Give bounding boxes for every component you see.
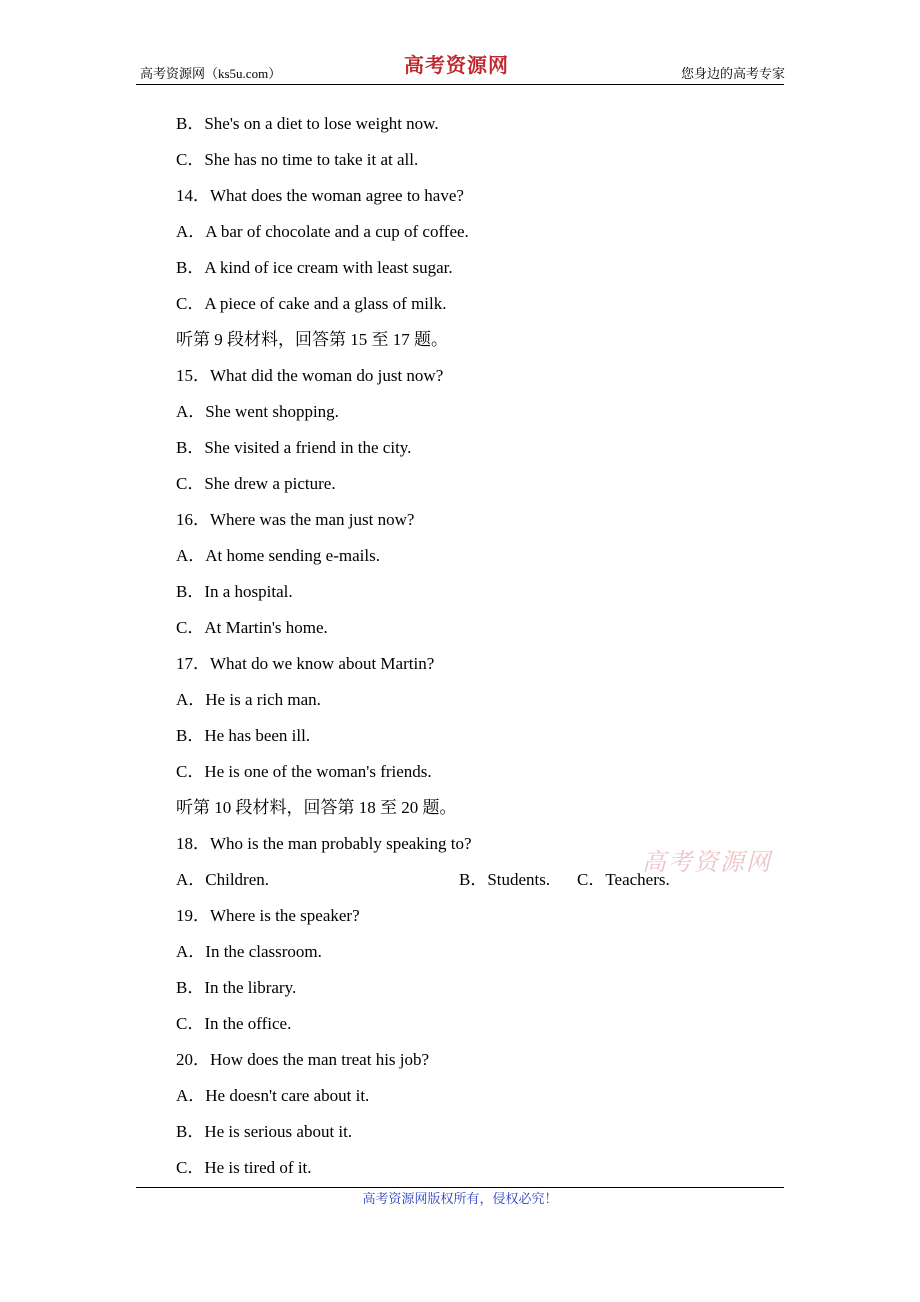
question-19: 19．Where is the speaker? [176, 906, 360, 925]
option-line: B．He has been ill. [176, 726, 311, 745]
footer-divider [136, 1187, 784, 1188]
option-line: A．A bar of chocolate and a cup of coffee. [176, 222, 469, 241]
option-a: A．Children. [176, 870, 270, 889]
option-line: A．He is a rich man. [176, 690, 321, 709]
option-line: A．At home sending e-mails. [176, 546, 380, 565]
header-slogan: 您身边的高考专家 [680, 66, 785, 81]
question-14: 14．What does the woman agree to have? [176, 186, 464, 205]
watermark: 高考资源网 [642, 850, 772, 876]
option-line: A．She went shopping. [176, 402, 339, 421]
option-line: C．At Martin's home. [176, 618, 328, 637]
question-20: 20．How does the man treat his job? [176, 1050, 430, 1069]
option-line: A．In the classroom. [176, 942, 322, 961]
option-line: B．She's on a diet to lose weight now. [176, 114, 439, 133]
header-site-name: 高考资源网（ks5u.com） [140, 66, 282, 81]
option-line: B．She visited a friend in the city. [176, 438, 412, 457]
option-line: B．In a hospital. [176, 582, 293, 601]
option-line: C．She drew a picture. [176, 474, 336, 493]
option-line: C．He is tired of it. [176, 1158, 312, 1177]
option-line: B．A kind of ice cream with least sugar. [176, 258, 453, 277]
header-divider [136, 84, 784, 85]
section-instruction: 听第 10 段材料，回答第 18 至 20 题。 [176, 798, 457, 817]
question-17: 17．What do we know about Martin? [176, 654, 435, 673]
option-c: C．Teachers. [577, 870, 670, 889]
footer-copyright: 高考资源网版权所有，侵权必究！ [362, 1191, 558, 1206]
question-15: 15．What did the woman do just now? [176, 366, 444, 385]
option-line: C．A piece of cake and a glass of milk. [176, 294, 447, 313]
header-logo: 高考资源网 [404, 55, 509, 77]
option-line: C．He is one of the woman's friends. [176, 762, 432, 781]
option-line: C．In the office. [176, 1014, 292, 1033]
option-line: B．He is serious about it. [176, 1122, 353, 1141]
option-line: B．In the library. [176, 978, 297, 997]
option-line: A．He doesn't care about it. [176, 1086, 370, 1105]
question-content [176, 106, 786, 1186]
question-16: 16．Where was the man just now? [176, 510, 415, 529]
option-b: B．Students. [459, 870, 551, 889]
question-18: 18．Who is the man probably speaking to? [176, 834, 472, 853]
section-instruction: 听第 9 段材料，回答第 15 至 17 题。 [176, 330, 448, 349]
option-line: C．She has no time to take it at all. [176, 150, 419, 169]
